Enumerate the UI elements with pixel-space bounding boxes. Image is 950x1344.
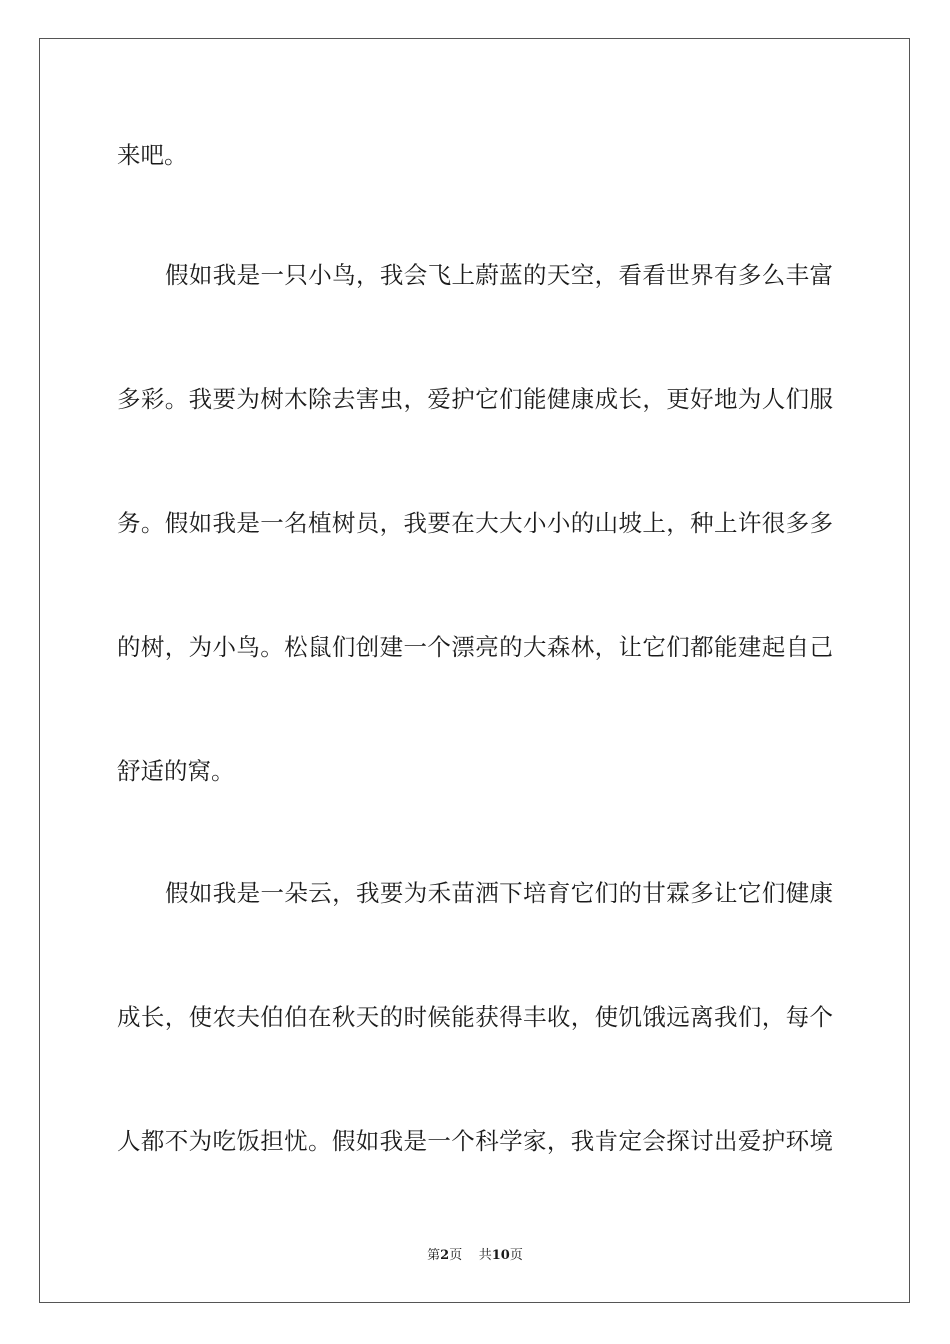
footer-middle: 页 共	[449, 1248, 492, 1263]
text-line-9: 人都不为吃饭担忧。假如我是一个科学家，我肯定会探讨出爱护环境	[117, 1127, 833, 1155]
text-line-3: 多彩。我要为树木除去害虫，爱护它们能健康成长，更好地为人们服	[117, 385, 833, 413]
footer-suffix: 页	[509, 1248, 523, 1263]
text-line-6: 舒适的窝。	[117, 757, 235, 785]
text-line-2: 假如我是一只小鸟，我会飞上蔚蓝的天空，看看世界有多么丰富	[165, 261, 833, 289]
footer-prefix: 第	[427, 1248, 441, 1263]
text-line-5: 的树，为小鸟。松鼠们创建一个漂亮的大森林，让它们都能建起自己	[117, 633, 833, 661]
text-line-7: 假如我是一朵云，我要为禾苗洒下培育它们的甘霖多让它们健康	[165, 879, 833, 907]
text-line-8: 成长，使农夫伯伯在秋天的时候能获得丰收，使饥饿远离我们，每个	[117, 1003, 833, 1031]
text-line-1: 来吧。	[117, 141, 188, 169]
footer-page-number: 2	[440, 1248, 450, 1263]
text-line-4: 务。假如我是一名植树员，我要在大大小小的山坡上，种上许很多多	[117, 509, 833, 537]
page-border	[39, 38, 910, 1303]
page-footer	[0, 1248, 950, 1264]
footer-total-pages: 10	[491, 1248, 510, 1263]
